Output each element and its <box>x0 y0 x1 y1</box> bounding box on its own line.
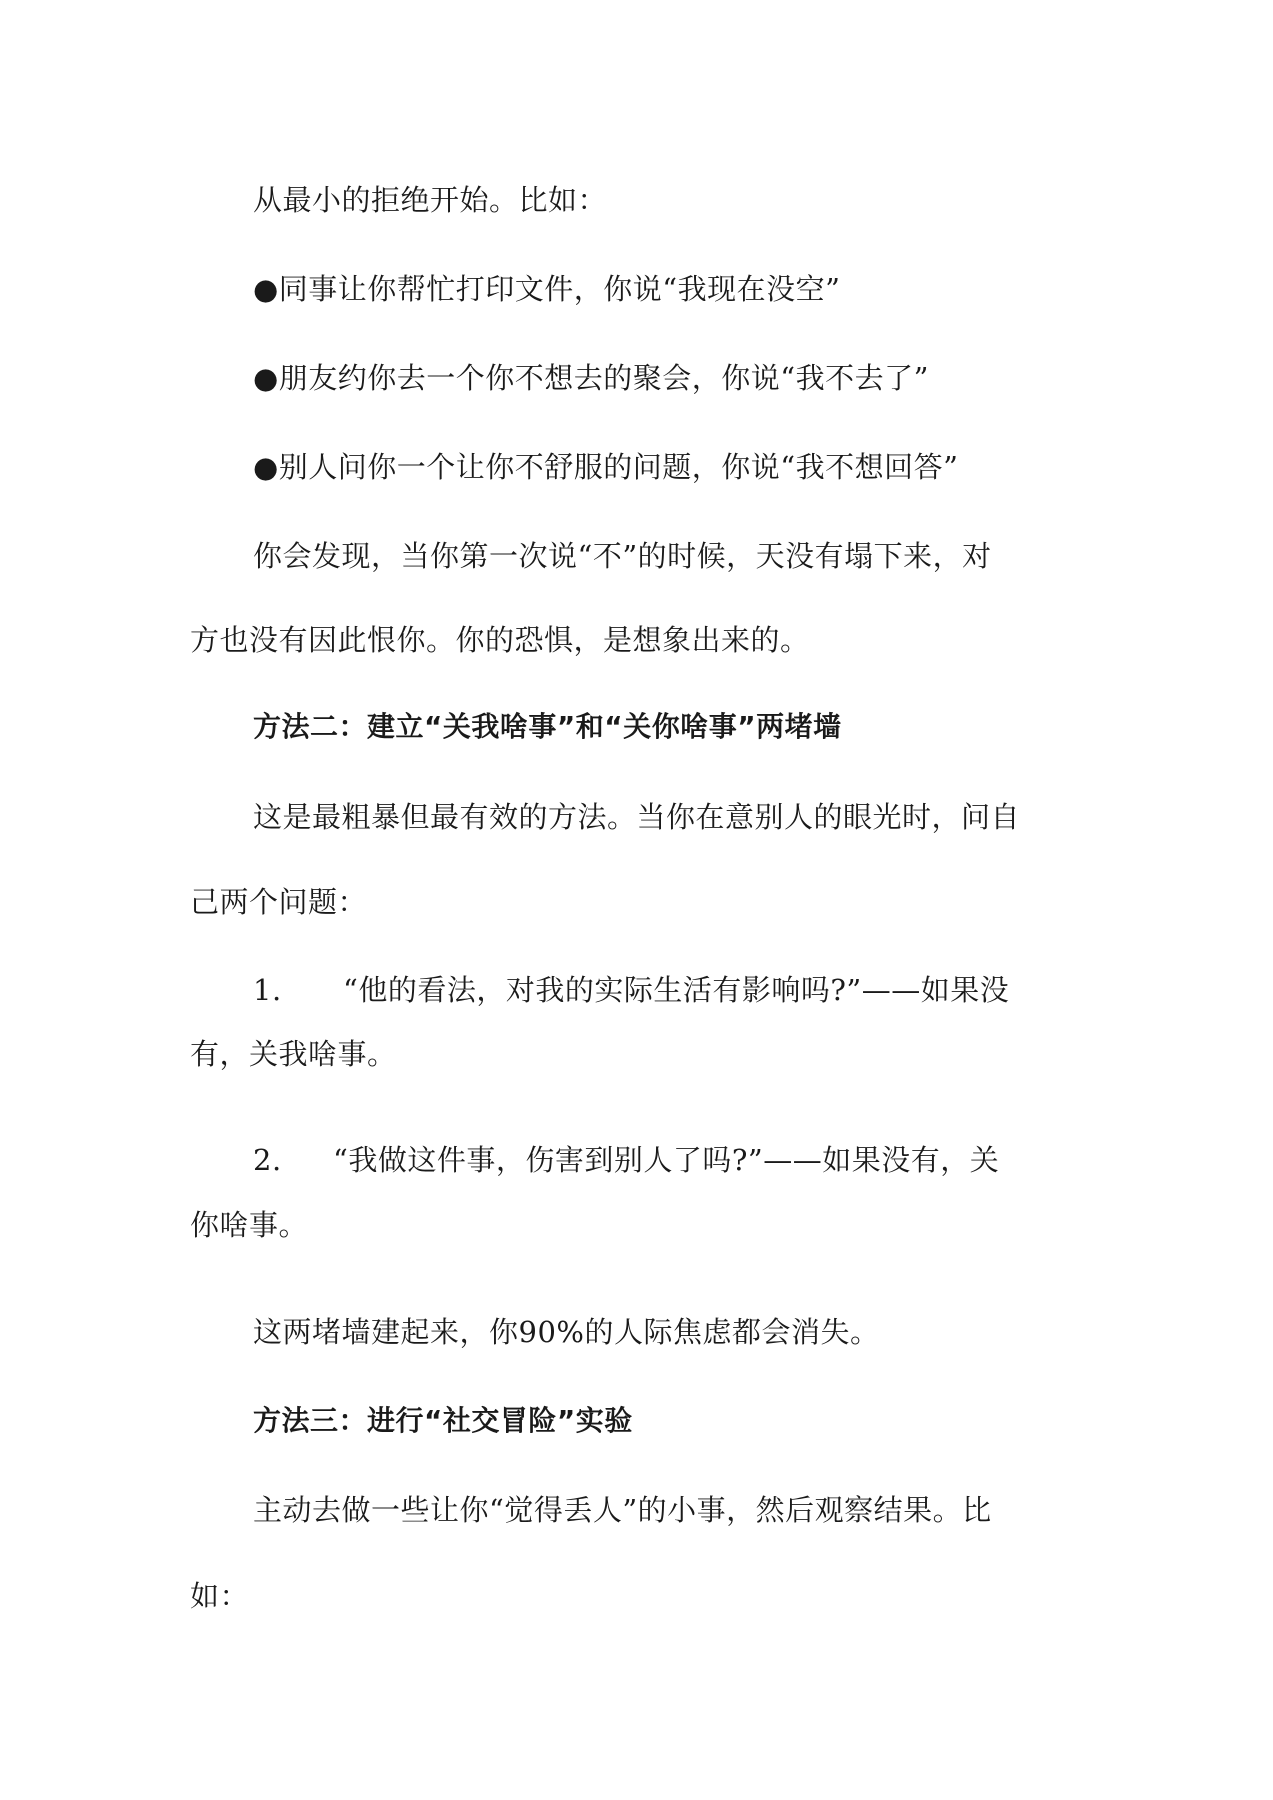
paragraph-line: 主动去做一些让你“觉得丢人”的小事，然后观察结果。比 <box>253 1493 992 1527</box>
list-item-continuation: 你啥事。 <box>190 1208 309 1242</box>
paragraph-line: 这是最粗暴但最有效的方法。当你在意别人的眼光时，问自 <box>253 800 1021 834</box>
list-number: 2. <box>253 1143 282 1177</box>
paragraph-line: 你会发现，当你第一次说“不”的时候，天没有塌下来，对 <box>253 539 992 573</box>
list-item-continuation: 有，关我啥事。 <box>190 1037 397 1071</box>
list-number: 1. <box>253 973 282 1007</box>
intro-text: 从最小的拒绝开始。比如： <box>253 183 608 217</box>
paragraph-line: 这两堵墙建起来，你90%的人际焦虑都会消失。 <box>253 1315 880 1349</box>
section-heading: 方法三：进行“社交冒险”实验 <box>253 1404 633 1437</box>
numbered-item <box>253 970 1009 1010</box>
paragraph-line: 如： <box>190 1579 250 1613</box>
bullet-item: ●朋友约你去一个你不想去的聚会，你说“我不去了” <box>253 361 929 395</box>
list-item-text: “我做这件事，伤害到别人了吗?”——如果没有，关 <box>333 1143 1000 1177</box>
list-item-text: “他的看法，对我的实际生活有影响吗?”——如果没 <box>343 973 1010 1007</box>
bullet-item: ●同事让你帮忙打印文件，你说“我现在没空” <box>253 272 841 306</box>
bullet-item: ●别人问你一个让你不舒服的问题，你说“我不想回答” <box>253 450 959 484</box>
paragraph-line: 己两个问题： <box>190 885 368 919</box>
paragraph-line: 方也没有因此恨你。你的恐惧，是想象出来的。 <box>190 623 810 657</box>
numbered-item <box>253 1140 999 1180</box>
section-heading: 方法二：建立“关我啥事”和“关你啥事”两堵墙 <box>253 710 842 743</box>
